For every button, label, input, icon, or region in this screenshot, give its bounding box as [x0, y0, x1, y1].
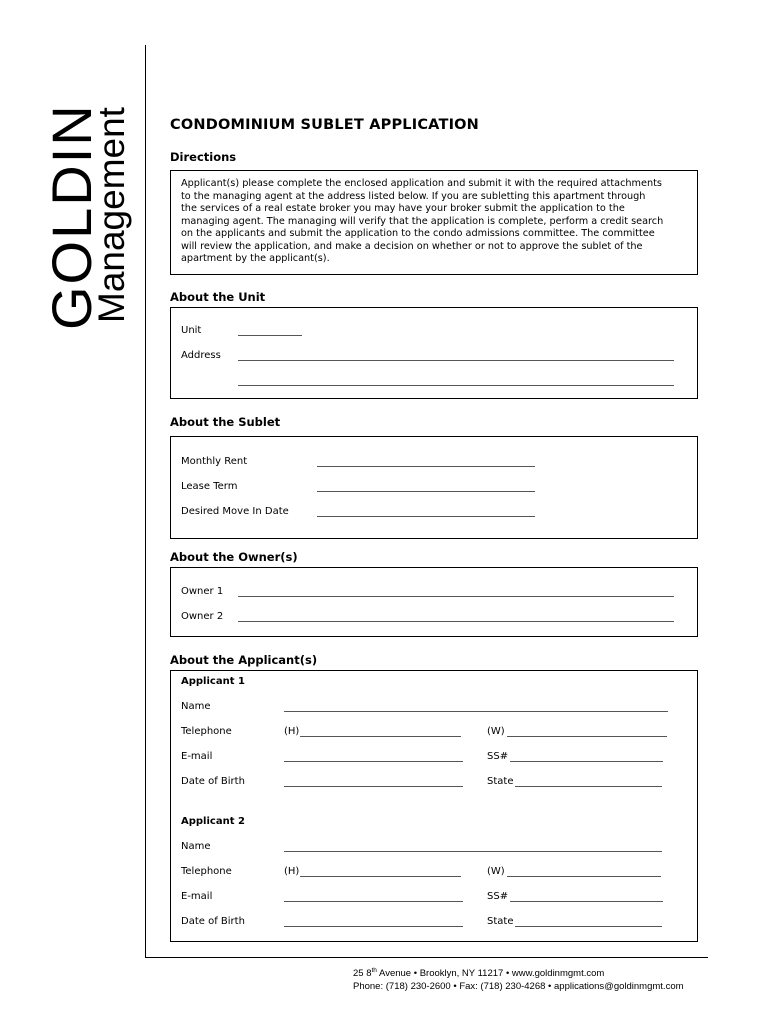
address-label: Address	[181, 350, 221, 361]
owner-1-label: Owner 1	[181, 586, 224, 597]
applicant-1-dob-field[interactable]	[284, 786, 463, 787]
move-in-date-field[interactable]	[317, 516, 535, 517]
directions-line: the services of a real estate broker you may have your broker submit the application to the	[181, 203, 625, 214]
applicant-2-state-field[interactable]	[515, 926, 662, 927]
applicant-2-email-label: E-mail	[181, 891, 213, 902]
applicant-2-state-label: State	[487, 916, 514, 927]
applicant-2-home-phone-field[interactable]	[300, 876, 461, 877]
footer-divider	[145, 957, 708, 958]
unit-label: Unit	[181, 325, 202, 336]
applicant-2-dob-field[interactable]	[284, 926, 463, 927]
applicant-1-name-field[interactable]	[284, 711, 668, 712]
owner-1-field[interactable]	[238, 596, 674, 597]
owner-2-label: Owner 2	[181, 611, 224, 622]
applicants-heading: About the Applicant(s)	[170, 653, 318, 667]
monthly-rent-label: Monthly Rent	[181, 456, 248, 467]
footer-contact-line: Phone: (718) 230-2600 • Fax: (718) 230-4268 • applications@goldinmgmt.com	[353, 981, 684, 993]
directions-line: managing agent. The managing will verify that the application is complete, perform a credit search	[181, 215, 664, 227]
sublet-box	[170, 436, 698, 539]
directions-line: Applicant(s) please complete the enclosed application and submit it with the required attachments	[181, 178, 662, 189]
applicant-1-name-label: Name	[181, 701, 211, 712]
lease-term-label: Lease Term	[181, 481, 238, 492]
directions-line: on the applicants and submit the application to the condo admissions committee. The committee	[181, 228, 655, 239]
applicant-1-home-label: (H)	[284, 726, 300, 737]
monthly-rent-field[interactable]	[317, 466, 535, 467]
applicant-2-ss-field[interactable]	[510, 901, 663, 902]
directions-line: to the managing agent at the address listed below. If you are subletting this apartment through	[181, 190, 646, 202]
applicant-2-work-phone-field[interactable]	[507, 876, 661, 877]
applicant-1-ss-label: SS#	[487, 751, 509, 762]
directions-line: will review the application, and make a decision on whether or not to approve the sublet of the	[181, 240, 643, 252]
address-field-line-1[interactable]	[238, 360, 674, 361]
directions-line: apartment by the applicant(s).	[181, 253, 330, 264]
applicant-1-email-field[interactable]	[284, 761, 463, 762]
applicant-2-home-label: (H)	[284, 866, 300, 877]
applicant-1-telephone-label: Telephone	[181, 726, 232, 737]
applicant-1-work-phone-field[interactable]	[507, 736, 667, 737]
vertical-divider	[145, 45, 146, 958]
applicant-1-title: Applicant 1	[181, 676, 245, 687]
unit-heading: About the Unit	[170, 290, 266, 304]
logo-management: Management	[91, 107, 132, 323]
applicant-2-title: Applicant 2	[181, 816, 245, 827]
logo-goldin: GOLDIN	[40, 103, 103, 330]
applicant-1-work-label: (W)	[487, 726, 505, 737]
applicant-2-name-field[interactable]	[284, 851, 662, 852]
applicant-1-dob-label: Date of Birth	[181, 776, 245, 787]
applicant-2-ss-label: SS#	[487, 891, 509, 902]
sublet-heading: About the Sublet	[170, 415, 281, 429]
footer-address-rest: Avenue • Brooklyn, NY 11217 • www.goldinmgmt.com	[376, 968, 605, 980]
applicant-2-dob-label: Date of Birth	[181, 916, 245, 927]
applicant-1-state-field[interactable]	[515, 786, 662, 787]
applicant-2-email-field[interactable]	[284, 901, 463, 902]
footer-address-number: 25 8	[353, 968, 372, 980]
unit-field[interactable]	[238, 335, 302, 336]
applicant-1-state-label: State	[487, 776, 514, 787]
lease-term-field[interactable]	[317, 491, 535, 492]
applicant-2-work-label: (W)	[487, 866, 505, 877]
applicant-1-ss-field[interactable]	[510, 761, 663, 762]
footer-address-suffix: th	[371, 967, 377, 974]
applicant-1-home-phone-field[interactable]	[300, 736, 461, 737]
applicant-2-telephone-label: Telephone	[181, 866, 232, 877]
footer	[353, 964, 684, 993]
footer-address-line	[353, 964, 684, 980]
directions-text	[181, 178, 701, 266]
address-field-line-2[interactable]	[238, 385, 674, 386]
applicant-2-name-label: Name	[181, 841, 211, 852]
move-in-date-label: Desired Move In Date	[181, 506, 289, 517]
applicant-1-email-label: E-mail	[181, 751, 213, 762]
page-title: CONDOMINIUM SUBLET APPLICATION	[170, 117, 480, 133]
owners-box	[170, 567, 698, 637]
owner-2-field[interactable]	[238, 621, 674, 622]
owners-heading: About the Owner(s)	[170, 550, 298, 564]
directions-heading: Directions	[170, 150, 237, 164]
